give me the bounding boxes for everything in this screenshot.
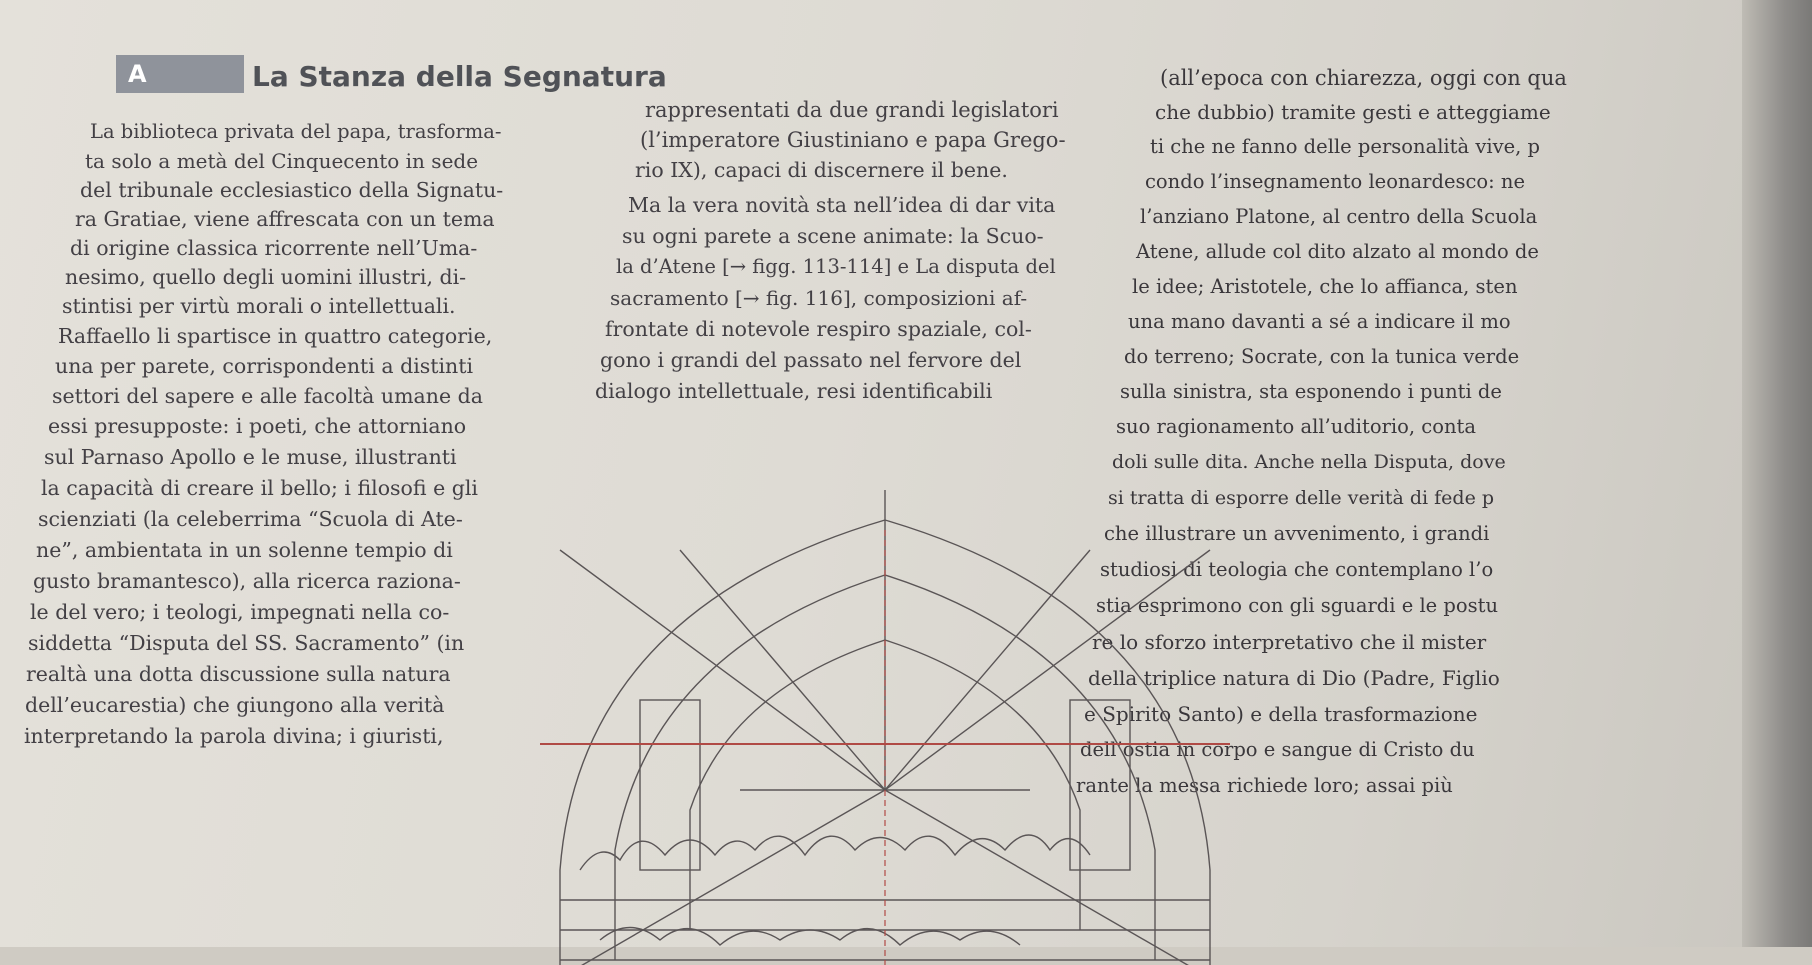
section-title: La Stanza della Segnatura xyxy=(252,60,667,93)
text-line: doli sulle dita. Anche nella Disputa, dove xyxy=(1112,451,1506,473)
text-line: gono i grandi del passato nel fervore del xyxy=(600,348,1022,372)
text-line: l’anziano Platone, al centro della Scuola xyxy=(1140,205,1538,228)
text-line: (l’imperatore Giustiniano e papa Grego- xyxy=(640,128,1066,152)
right-pillar xyxy=(1070,700,1130,870)
text-line: su ogni parete a scene animate: la Scuo- xyxy=(622,224,1044,248)
text-line: settori del sapere e alle facoltà umane da xyxy=(52,384,483,408)
text-line: do terreno; Socrate, con la tunica verde xyxy=(1124,345,1520,368)
text-line: nesimo, quello degli uomini illustri, di- xyxy=(65,265,467,289)
text-line: ta solo a metà del Cinquecento in sede xyxy=(85,149,479,173)
section-badge: A xyxy=(116,55,244,93)
perspective-line xyxy=(560,790,885,965)
perspective-line xyxy=(885,790,1210,965)
text-line: La biblioteca privata del papa, trasforma- xyxy=(90,120,502,143)
text-line: rappresentati da due grandi legislatori xyxy=(645,98,1059,122)
text-line: la d’Atene [→ figg. 113-114] e La disputa del xyxy=(616,255,1056,278)
text-line: ra Gratiae, viene affrescata con un tema xyxy=(75,207,495,231)
text-line: siddetta “Disputa del SS. Sacramento” (in xyxy=(28,631,465,655)
text-line: la capacità di creare il bello; i filosofi e gli xyxy=(41,476,478,500)
text-line: Ma la vera novità sta nell’idea di dar vita xyxy=(628,193,1056,217)
text-line: una mano davanti a sé a indicare il mo xyxy=(1128,310,1511,333)
text-line: gusto bramantesco), alla ricerca raziona- xyxy=(33,569,461,593)
text-line: sacramento [→ fig. 116], composizioni af- xyxy=(610,286,1028,310)
text-line: frontate di notevole respiro spaziale, col- xyxy=(605,317,1032,341)
text-line: e Spirito Santo) e della trasformazione xyxy=(1084,702,1478,726)
text-line: una per parete, corrispondenti a distinti xyxy=(55,354,474,378)
perspective-line xyxy=(560,550,885,790)
text-line: del tribunale ecclesiastico della Signatu- xyxy=(80,178,504,202)
perspective-line xyxy=(885,550,1210,790)
text-line: condo l’insegnamento leonardesco: ne xyxy=(1145,170,1526,193)
text-line: Atene, allude col dito alzato al mondo de xyxy=(1136,240,1539,263)
text-line: della triplice natura di Dio (Padre, Figlio xyxy=(1088,666,1500,690)
book-gutter xyxy=(1742,0,1812,965)
text-line: realtà una dotta discussione sulla natura xyxy=(26,662,451,686)
text-line: rante la messa richiede loro; assai più xyxy=(1076,774,1453,797)
text-line: stintisi per virtù morali o intellettuali. xyxy=(62,294,456,318)
text-line: che dubbio) tramite gesti e atteggiame xyxy=(1155,100,1551,124)
text-line: dialogo intellettuale, resi identificabili xyxy=(595,379,993,403)
text-line: scienziati (la celeberrima “Scuola di Ate- xyxy=(38,507,463,531)
text-line: suo ragionamento all’uditorio, conta xyxy=(1116,415,1476,438)
text-line: sulla sinistra, sta esponendo i punti de xyxy=(1120,380,1502,403)
text-line: essi presupposte: i poeti, che attorniano xyxy=(48,414,467,438)
text-line: rio IX), capaci di discernere il bene. xyxy=(635,158,1008,182)
text-line: dell’eucarestia) che giungono alla verità xyxy=(25,693,445,717)
text-line: di origine classica ricorrente nell’Uma- xyxy=(70,236,478,260)
text-line: ti che ne fanno delle personalità vive, p xyxy=(1150,135,1541,158)
text-line: ne”, ambientata in un solenne tempio di xyxy=(36,538,453,562)
text-line: stia esprimono con gli sguardi e le postu xyxy=(1096,594,1499,617)
text-line: le del vero; i teologi, impegnati nella co- xyxy=(30,600,450,624)
text-line: che illustrare un avvenimento, i grandi xyxy=(1104,522,1490,545)
text-line: le idee; Aristotele, che lo affianca, sten xyxy=(1132,275,1518,298)
text-line: interpretando la parola divina; i giuristi, xyxy=(24,724,444,748)
text-line: re lo sforzo interpretativo che il mister xyxy=(1092,630,1487,654)
school-of-athens-perspective-diagram xyxy=(540,490,1230,965)
text-line: studiosi di teologia che contemplano l’o xyxy=(1100,558,1494,581)
left-pillar xyxy=(640,700,700,870)
text-line: sul Parnaso Apollo e le muse, illustranti xyxy=(44,445,457,469)
text-line: Raffaello li spartisce in quattro categorie, xyxy=(58,324,493,348)
text-line: (all’epoca con chiarezza, oggi con qua xyxy=(1160,66,1567,90)
text-line: dell’ostia in corpo e sangue di Cristo du xyxy=(1080,738,1475,761)
text-line: si tratta di esporre delle verità di fede p xyxy=(1108,487,1495,509)
